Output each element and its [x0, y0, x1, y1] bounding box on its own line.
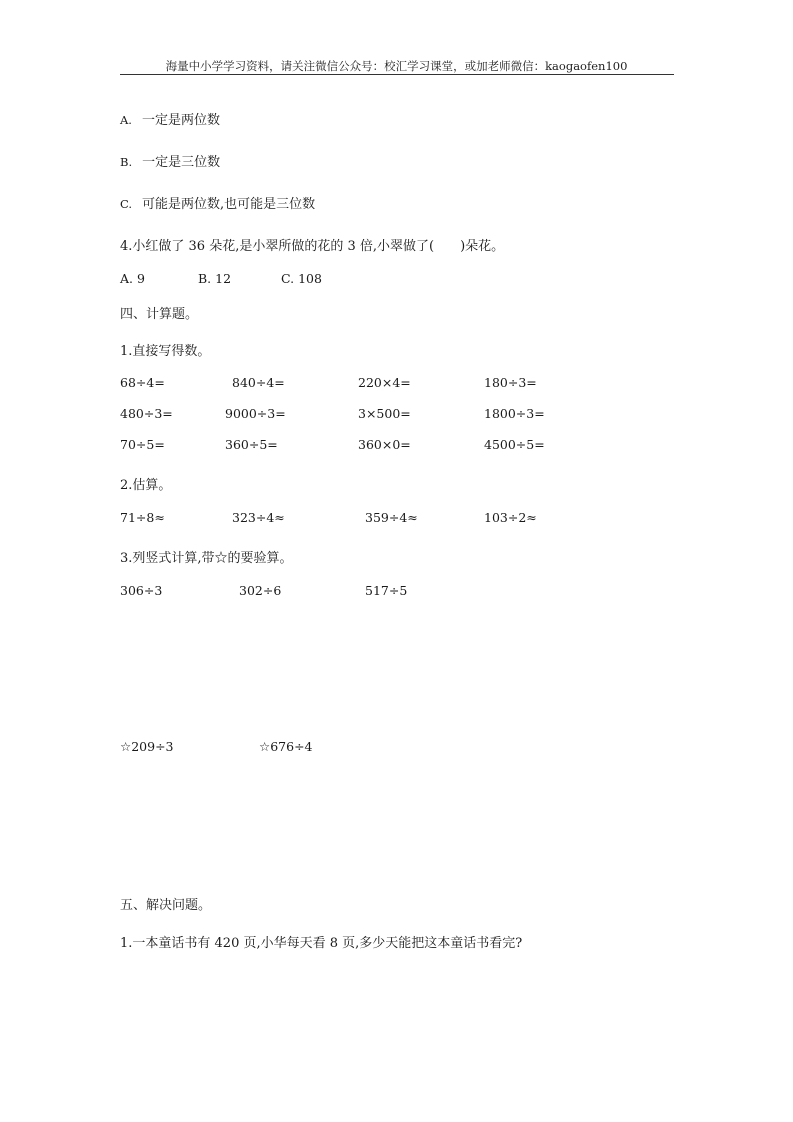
part-2-title: 2.估算。 [120, 478, 172, 493]
estimate-item: 323÷4≈ [232, 510, 285, 525]
header-divider [120, 74, 674, 75]
option-text: 一定是两位数 [141, 113, 220, 128]
problem-1: 1.一本童话书有 420 页,小华每天看 8 页,多少天能把这本童话书看完? [120, 936, 523, 951]
option-a [120, 109, 220, 128]
q4-option-c: C. 108 [281, 271, 322, 286]
section-5-title: 五、解决问题。 [120, 898, 212, 913]
calc-item: 9000÷3= [225, 406, 286, 421]
option-b [120, 151, 220, 170]
calc-item: 180÷3= [484, 375, 537, 390]
vertical-calc-item: 306÷3 [120, 583, 163, 598]
estimate-item: 103÷2≈ [484, 510, 537, 525]
page-header: 海量中小学学习资料，请关注微信公众号：校汇学习课堂，或加老师微信：kaogaofen100 [165, 59, 628, 73]
option-text: 一定是三位数 [142, 155, 221, 170]
option-text: 可能是两位数,也可能是三位数 [142, 197, 316, 212]
calc-item: 220×4= [358, 375, 411, 390]
calc-item: 70÷5= [120, 437, 165, 452]
calc-item: 360×0= [358, 437, 411, 452]
calc-item: 480÷3= [120, 406, 173, 421]
q4-option-a: A. 9 [120, 271, 145, 286]
section-4-title: 四、计算题。 [120, 307, 199, 322]
estimate-item: 359÷4≈ [365, 510, 418, 525]
calc-item: 360÷5= [225, 437, 278, 452]
option-c [120, 193, 315, 212]
calc-item: 68÷4= [120, 375, 165, 390]
option-letter: A. [120, 113, 132, 127]
vertical-calc-item: 302÷6 [239, 583, 282, 598]
q4-option-b: B. 12 [198, 271, 232, 286]
estimate-item: 71÷8≈ [120, 510, 165, 525]
question-4-stem: 4.小红做了 36 朵花,是小翠所做的花的 3 倍,小翠做了( )朵花。 [120, 239, 505, 254]
part-1-title: 1.直接写得数。 [120, 344, 211, 359]
calc-item: 840÷4= [232, 375, 285, 390]
option-letter: B. [120, 155, 133, 169]
calc-item: 3×500= [358, 406, 411, 421]
calc-item: 1800÷3= [484, 406, 545, 421]
verify-calc-item: ☆209÷3 [120, 739, 174, 754]
calc-item: 4500÷5= [484, 437, 545, 452]
part-3-title: 3.列竖式计算,带☆的要验算。 [120, 551, 293, 566]
verify-calc-item: ☆676÷4 [259, 739, 313, 754]
vertical-calc-item: 517÷5 [365, 583, 408, 598]
option-letter: C. [120, 197, 133, 211]
